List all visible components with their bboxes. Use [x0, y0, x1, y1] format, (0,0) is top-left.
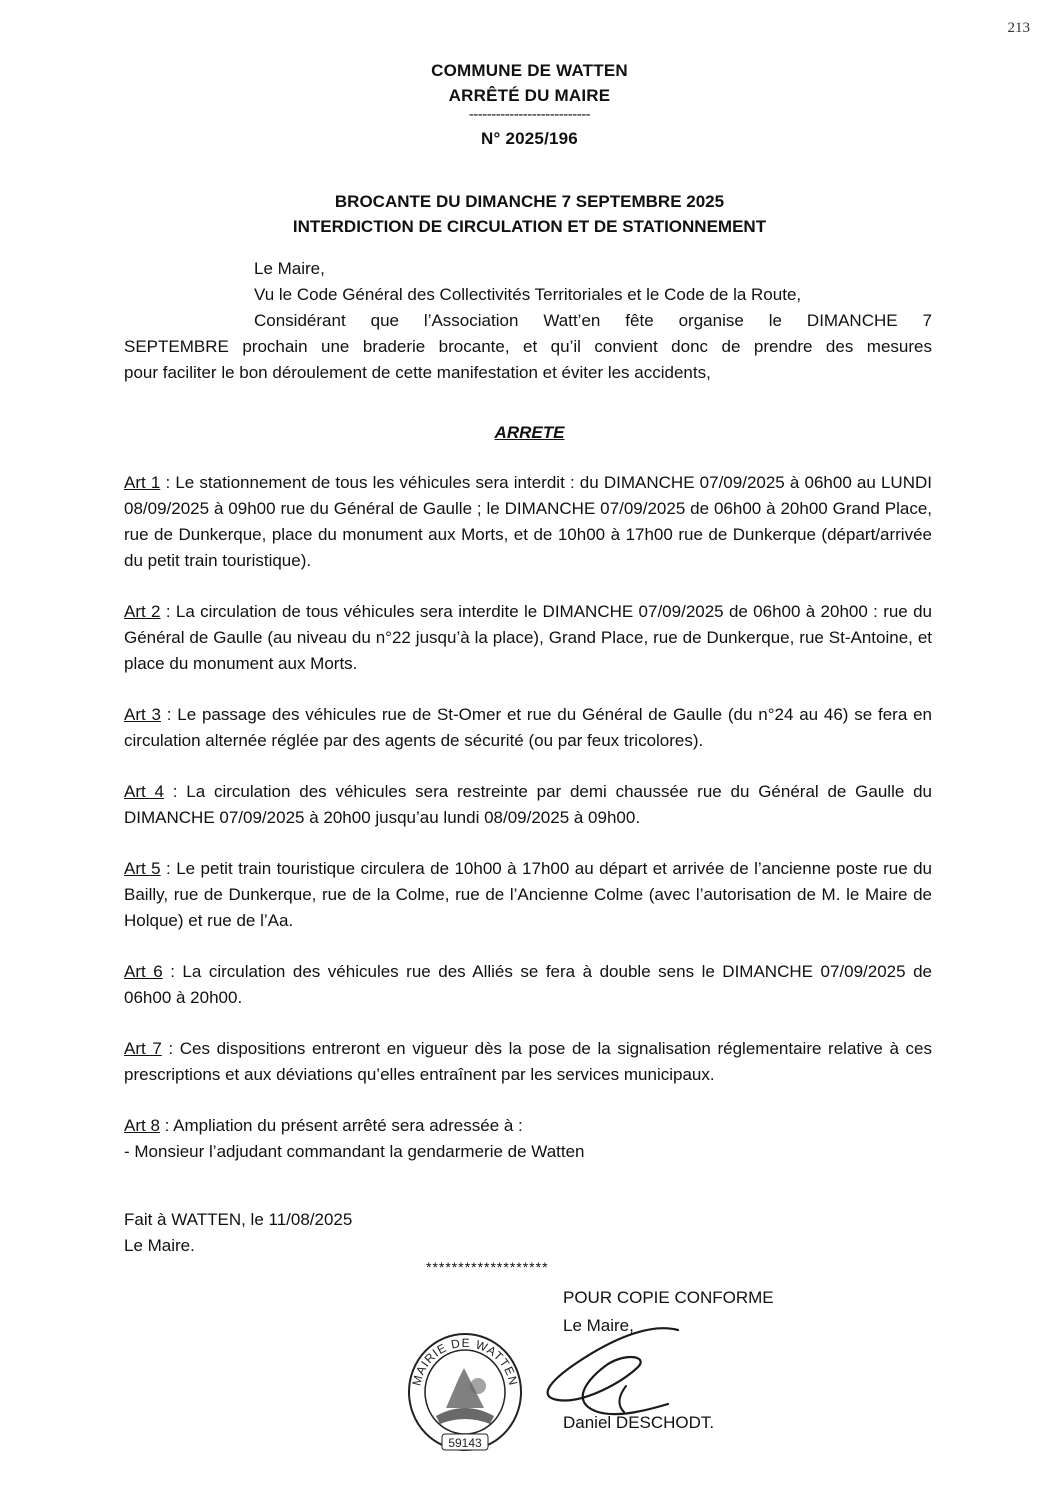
article-label: Art 2 — [124, 602, 161, 621]
mairie-seal-stamp — [406, 1330, 524, 1456]
closing-signatory: Le Maire. — [124, 1236, 195, 1255]
arrete-heading: ARRETE — [494, 423, 565, 442]
article — [124, 856, 932, 934]
preamble-vu: Vu le Code Général des Collectivités Territoriales et le Code de la Route, — [254, 285, 802, 304]
preamble-greeting: Le Maire, — [254, 259, 325, 278]
stars-separator: ******************* — [426, 1259, 549, 1275]
seal-code: 59143 — [448, 1436, 482, 1450]
article-text: : Le stationnement de tous les véhicules sera interdit : du DIMANCHE 07/09/2025 à 06h00 au LUNDI 08/09/2025 à 09h00 rue du Général de Gaulle ; le DIMANCHE 07/09/2025 de 06h00 à 20h00 Grand Place, rue de Dunkerque, place du monument aux Morts, et de 10h00 à 17h00 rue de Dunkerque (départ/arrivée du petit train touristique). — [124, 473, 932, 570]
copie-title: POUR COPIE CONFORME — [563, 1288, 774, 1307]
title-line-1: BROCANTE DU DIMANCHE 7 SEPTEMBRE 2025 — [334, 192, 725, 211]
place-date: Fait à WATTEN, le 11/08/2025 — [124, 1210, 353, 1229]
article-label: Art 4 — [124, 782, 164, 801]
article-text: : La circulation de tous véhicules sera interdite le DIMANCHE 07/09/2025 de 06h00 à 20h00 : rue du Général de Gaulle (au niveau du n°22 jusqu’à la place), Grand Place, rue de Dunkerque, rue St-Antoine, et place du monument aux Morts. — [124, 602, 932, 673]
article-text: : La circulation des véhicules rue des Alliés se fera à double sens le DIMANCHE 07/09/2025 de 06h00 à 20h00. — [124, 962, 932, 1007]
preamble-considerant-3: pour faciliter le bon déroulement de cette manifestation et éviter les accidents, — [124, 363, 711, 382]
header-separator: --------------------------- — [468, 106, 591, 123]
article-8-recipient: - Monsieur l’adjudant commandant la gendarmerie de Watten — [124, 1142, 585, 1161]
article-label: Art 7 — [124, 1039, 162, 1058]
article — [124, 1036, 932, 1088]
page-number: 213 — [1007, 20, 1030, 36]
preamble-considerant-1: Considérant que l’Association Watt’en fête organise le DIMANCHE 7 — [254, 311, 932, 330]
article-label: Art 8 — [124, 1116, 160, 1135]
document-header — [0, 58, 1059, 151]
article-label: Art 3 — [124, 705, 161, 724]
article-text: : La circulation des véhicules sera restreinte par demi chaussée rue du Général de Gaulle du DIMANCHE 07/09/2025 à 20h00 jusqu’au lundi 08/09/2025 à 09h00. — [124, 782, 932, 827]
article — [124, 599, 932, 677]
commune-name: COMMUNE DE WATTEN — [431, 61, 628, 80]
document-type: ARRÊTÉ DU MAIRE — [448, 86, 611, 105]
copie-role: Le Maire, — [563, 1316, 634, 1335]
articles-list — [124, 470, 932, 1165]
article-text: : Le passage des véhicules rue de St-Omer et rue du Général de Gaulle (du n°24 au 46) se fera en circulation alternée réglée par des agents de sécurité (ou par feux tricolores). — [124, 705, 932, 750]
article-8 — [124, 1113, 932, 1165]
svg-text:MAIRIE DE WATTEN: MAIRIE DE WATTEN — [409, 1335, 521, 1388]
article — [124, 959, 932, 1011]
preamble-considerant-2: SEPTEMBRE prochain une braderie brocante, et qu’il convient donc de prendre des mesures — [124, 337, 932, 356]
article-text: : Ces dispositions entreront en vigueur dès la pose de la signalisation réglementaire relative à ces prescriptions et aux déviations qu’elles entraînent par les services municipaux. — [124, 1039, 932, 1084]
signer-name: Daniel DESCHODT. — [563, 1413, 715, 1432]
article-text: : Le petit train touristique circulera de 10h00 à 17h00 au départ et arrivée de l’ancienne poste rue du Bailly, rue de Dunkerque, rue de la Colme, rue de l’Ancienne Colme (avec l’autorisation de M. le Maire de Holque) et rue de l’Aa. — [124, 859, 932, 930]
arrete-number: N° 2025/196 — [481, 129, 578, 148]
article-label: Art 6 — [124, 962, 163, 981]
article-label: Art 5 — [124, 859, 161, 878]
closing-block — [124, 1207, 352, 1259]
article-label: Art 1 — [124, 473, 161, 492]
article — [124, 470, 932, 574]
article — [124, 779, 932, 831]
article-text: : Ampliation du présent arrêté sera adressée à : — [159, 1116, 523, 1135]
article — [124, 702, 932, 754]
document-title — [0, 189, 1059, 239]
preamble — [124, 256, 932, 386]
title-line-2: INTERDICTION DE CIRCULATION ET DE STATIONNEMENT — [292, 217, 767, 236]
